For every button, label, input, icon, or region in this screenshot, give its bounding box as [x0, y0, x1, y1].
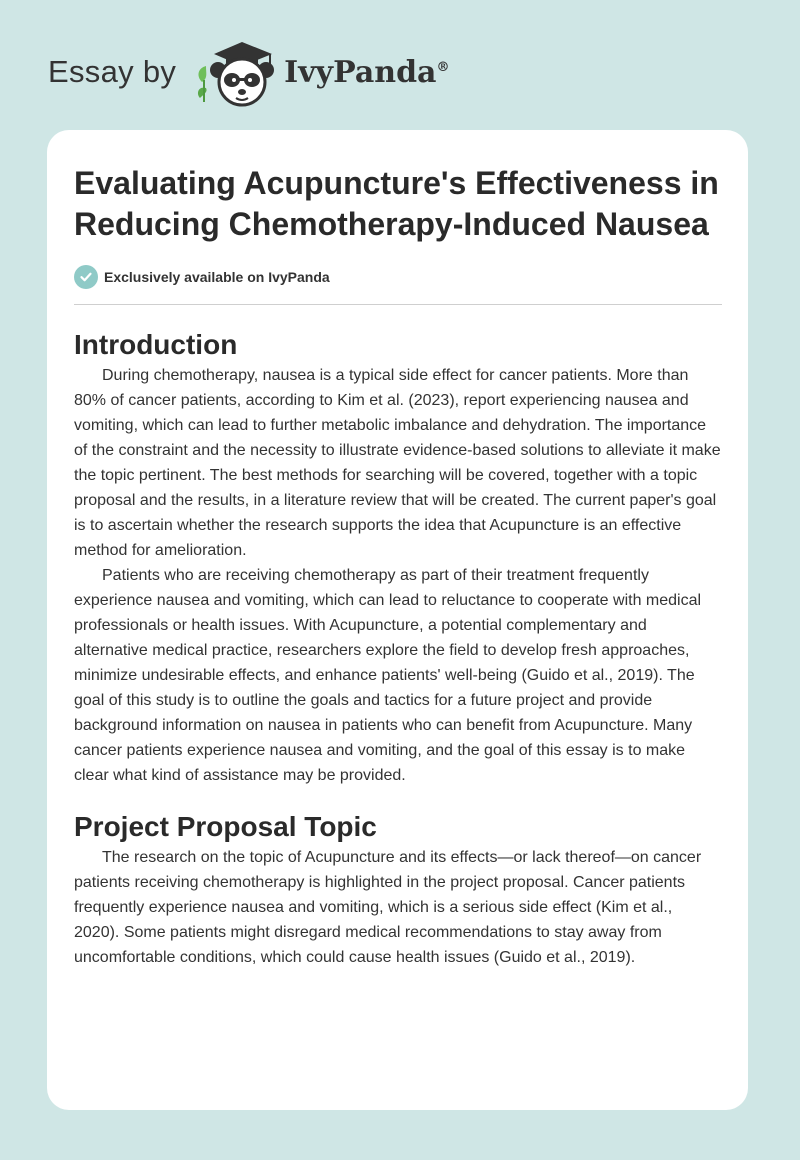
intro-paragraph-2: Patients who are receiving chemotherapy as part of their treatment frequently experience nausea and vomiting, which can lead to reluctance to cooperate with medical professionals or health issues. With Acupuncture, a potential complementary and alternative medical practice, researchers explore the field to develop fresh approaches, minimize undesirable effects, and enhance patients' well-being (Guido et al., 2019). The goal of this study is to outline the goals and tactics for a future project and provide background information on nausea in patients who can benefit from Acupuncture. Many cancer patients experience nausea and vomiting, and the goal of this essay is to make clear what kind of assistance may be provided. [74, 567, 702, 784]
registered-mark: ® [436, 59, 450, 75]
title-divider [74, 304, 722, 305]
brand-name [284, 55, 449, 90]
essay-card [47, 130, 748, 1110]
proposal-paragraph-1: The research on the topic of Acupuncture and its effects—or lack thereof—on cancer patients receiving chemotherapy is highlighted in the project proposal. Cancer patients frequently experience nausea and vomiting, which is a serious side effect (Kim et al., 2020). Some patients might disregard medical recommendations to stay away from uncomfortable conditions, which could cause health issues (Guido et al., 2019). [74, 849, 702, 966]
section-heading-project-proposal: Project Proposal Topic [74, 811, 377, 842]
intro-paragraph-1: During chemotherapy, nausea is a typical side effect for cancer patients. More than 80% of cancer patients, according to Kim et al. (2023), report experiencing nausea and vomiting, which can lead to further metabolic imbalance and dehydration. The importance of the constraint and the necessity to illustrate evidence-based solutions to alleviate it make the topic pertinent. The best methods for searching will be covered, together with a topic proposal and the results, in a literature review that will be created. The current paper's goal is to ascertain whether the research supports the idea that Acupuncture is an effective method for amelioration. [74, 367, 721, 559]
essay-title: Evaluating Acupuncture's Effectiveness in Reducing Chemotherapy-Induced Nausea [74, 165, 719, 242]
brand-name-text: IvyPanda [284, 54, 437, 90]
panda-logo-icon [194, 36, 280, 108]
brand-header[interactable] [48, 36, 450, 108]
exclusive-badge [74, 264, 722, 290]
section-heading-introduction: Introduction [74, 329, 238, 360]
badge-text: Exclusively available on IvyPanda [104, 269, 330, 285]
check-circle-icon [74, 265, 98, 289]
brand-prefix: Essay by [48, 54, 177, 89]
